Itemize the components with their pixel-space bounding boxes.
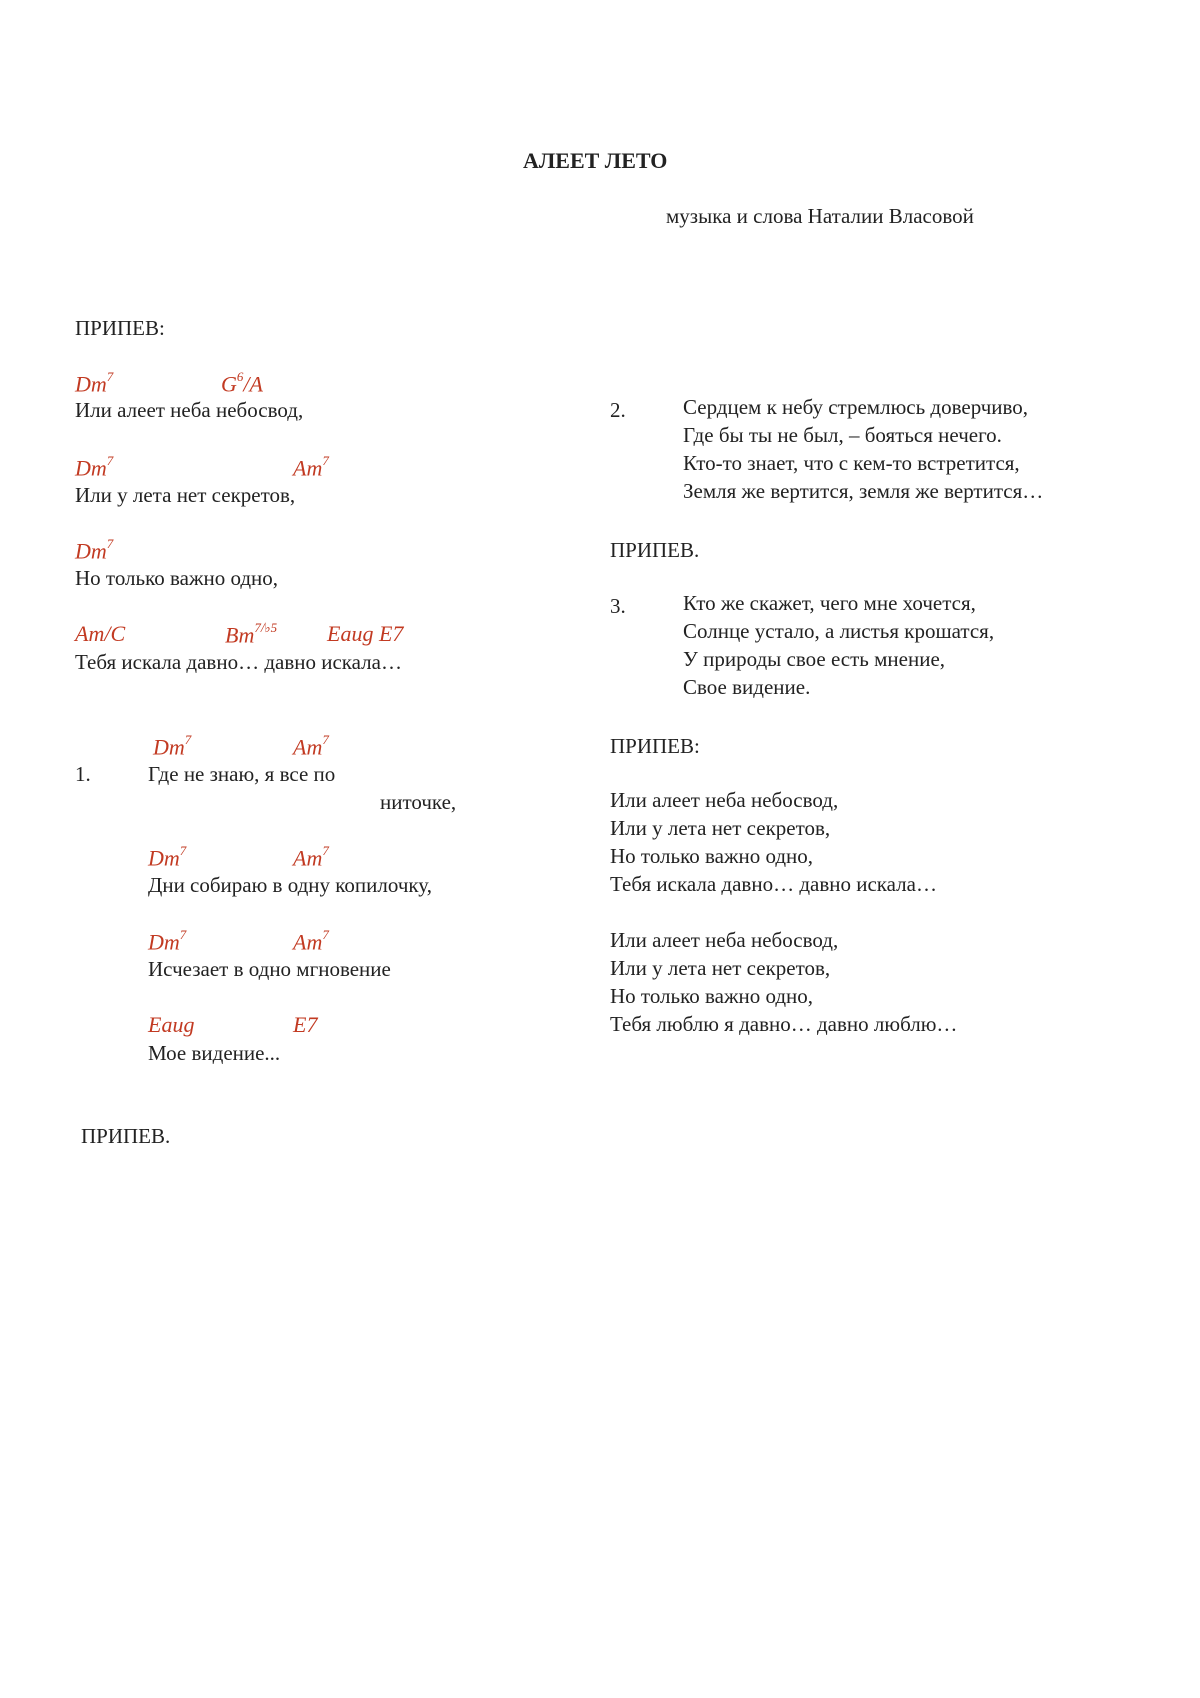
- chord: Eaug: [148, 1012, 195, 1037]
- chord: Am$^7$: [293, 453, 329, 481]
- verse-lyric-line: Кто-то знает, что с кем-то встретится,: [683, 451, 1020, 475]
- verse-number: 3.: [610, 594, 626, 618]
- verse-2: [683, 393, 1043, 505]
- chorus-lyric-line: Но только важно одно,: [610, 984, 814, 1008]
- verse-lyric-line: Земля же вертится, земля же вертится…: [683, 479, 1044, 503]
- verse-lyric-line: Где бы ты не был, – бояться нечего.: [683, 423, 1002, 447]
- chord: Dm$^7$: [75, 369, 114, 397]
- chorus-lyric-line: Тебя искала давно… давно искала…: [75, 650, 402, 674]
- verse-lyric-line: Солнце устало, а листья крошатся,: [683, 619, 995, 643]
- chord: $Bm^{7/♭5}$: [225, 620, 278, 648]
- chord: Eaug E7: [327, 621, 404, 646]
- song-credits: музыка и слова Наталии Власовой: [666, 204, 974, 228]
- chorus-lyric-line: Или алеет неба небосвод,: [75, 398, 304, 422]
- verse-number: 2.: [610, 398, 626, 422]
- verse-lyric-line: Мое видение...: [148, 1041, 281, 1065]
- chord: Dm$^7$: [75, 453, 114, 481]
- chord: Am/C: [75, 621, 126, 646]
- chorus-lyric-line: Или у лета нет секретов,: [610, 956, 831, 980]
- chorus-reference: ПРИПЕВ.: [610, 538, 700, 562]
- chorus-lyric-line: Или у лета нет секретов,: [610, 816, 831, 840]
- chorus-heading: ПРИПЕВ:: [610, 734, 700, 758]
- chord: Am$^7$: [293, 732, 329, 760]
- verse-lyric-line: Исчезает в одно мгновение: [148, 957, 391, 981]
- song-title: АЛЕЕТ ЛЕТО: [523, 148, 668, 173]
- chord: Am$^7$: [293, 927, 329, 955]
- chorus-lyric-line: Но только важно одно,: [610, 844, 814, 868]
- verse-lyric-line: У природы свое есть мнение,: [683, 647, 946, 671]
- verse-3: [683, 589, 994, 701]
- verse-lyric-line: Где не знаю, я все по: [148, 762, 336, 786]
- chorus-heading: ПРИПЕВ:: [75, 316, 165, 340]
- final-chorus-2: [610, 926, 957, 1038]
- chord: Dm$^7$: [148, 927, 187, 955]
- chord: Am$^7$: [293, 843, 329, 871]
- verse-lyric-line: Дни собираю в одну копилочку,: [148, 873, 432, 897]
- verse-lyric-continuation: ниточке,: [380, 790, 457, 814]
- chorus-reference: ПРИПЕВ.: [81, 1124, 171, 1148]
- chorus-lyric-line: Тебя искала давно… давно искала…: [610, 872, 937, 896]
- chorus-lyric-line: Но только важно одно,: [75, 566, 279, 590]
- chord: E7: [293, 1012, 318, 1037]
- chorus-lyric-line: Или у лета нет секретов,: [75, 483, 296, 507]
- chord: Dm$^7$: [148, 843, 187, 871]
- final-chorus-1: [610, 786, 937, 898]
- chorus-lyric-line: Тебя люблю я давно… давно люблю…: [610, 1012, 958, 1036]
- chord: Dm$^7$: [153, 732, 192, 760]
- verse-lyric-line: Кто же скажет, чего мне хочется,: [683, 591, 976, 615]
- chord: Dm$^7$: [75, 536, 114, 564]
- chorus-lyric-line: Или алеет неба небосвод,: [610, 788, 839, 812]
- chord: $G^6/A$: [221, 369, 263, 397]
- verse-number: 1.: [75, 762, 91, 786]
- chorus-lyric-line: Или алеет неба небосвод,: [610, 928, 839, 952]
- verse-lyric-line: Свое видение.: [683, 675, 811, 699]
- verse-lyric-line: Сердцем к небу стремлюсь доверчиво,: [683, 395, 1029, 419]
